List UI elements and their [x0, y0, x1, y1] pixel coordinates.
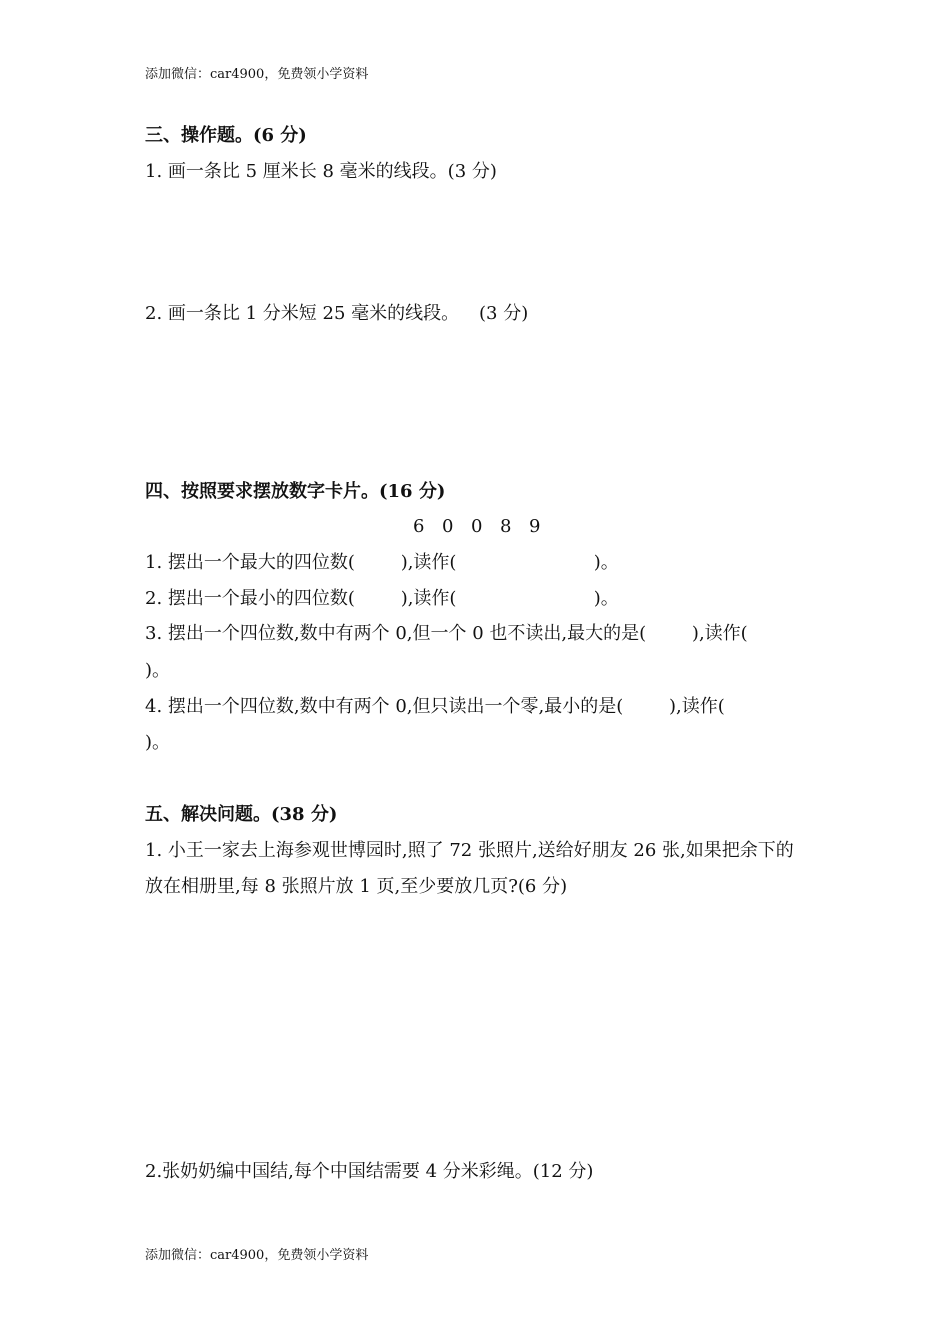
header-note: 添加微信：car4900，免费领小学资料 [145, 67, 369, 82]
section3-question-1: 1. 画一条比 5 厘米长 8 毫米的线段。(3 分) [145, 161, 497, 182]
section5-question-2: 2.张奶奶编中国结,每个中国结需要 4 分米彩绳。(12 分) [145, 1161, 594, 1182]
section5-question-1-continued: 放在相册里,每 8 张照片放 1 页,至少要放几页?(6 分) [145, 876, 568, 897]
number-cards [413, 516, 558, 537]
section4-question-2: 2. 摆出一个最小的四位数( ),读作( )。 [145, 588, 619, 609]
number-card: 0 [442, 516, 454, 537]
section4-title: 四、按照要求摆放数字卡片。(16 分) [145, 481, 446, 502]
section4-question-4-continued: )。 [145, 732, 171, 753]
section4-question-4: 4. 摆出一个四位数,数中有两个 0,但只读出一个零,最小的是( ),读作( [145, 696, 725, 717]
number-card: 0 [471, 516, 483, 537]
section5-title: 五、解决问题。(38 分) [145, 804, 338, 825]
section4-question-1: 1. 摆出一个最大的四位数( ),读作( )。 [145, 552, 619, 573]
footer-note: 添加微信：car4900，免费领小学资料 [145, 1248, 369, 1263]
section5-question-1: 1. 小王一家去上海参观世博园时,照了 72 张照片,送给好朋友 26 张,如果把余下的 [145, 840, 794, 861]
number-card: 6 [413, 516, 425, 537]
section3-title: 三、操作题。(6 分) [145, 125, 307, 146]
section4-question-3: 3. 摆出一个四位数,数中有两个 0,但一个 0 也不读出,最大的是( ),读作( [145, 623, 748, 644]
section3-question-2: 2. 画一条比 1 分米短 25 毫米的线段。 [145, 303, 460, 324]
section4-question-3-continued: )。 [145, 660, 171, 681]
number-card: 8 [500, 516, 512, 537]
number-card: 9 [529, 516, 541, 537]
section3-question-2-points: (3 分) [479, 303, 529, 324]
